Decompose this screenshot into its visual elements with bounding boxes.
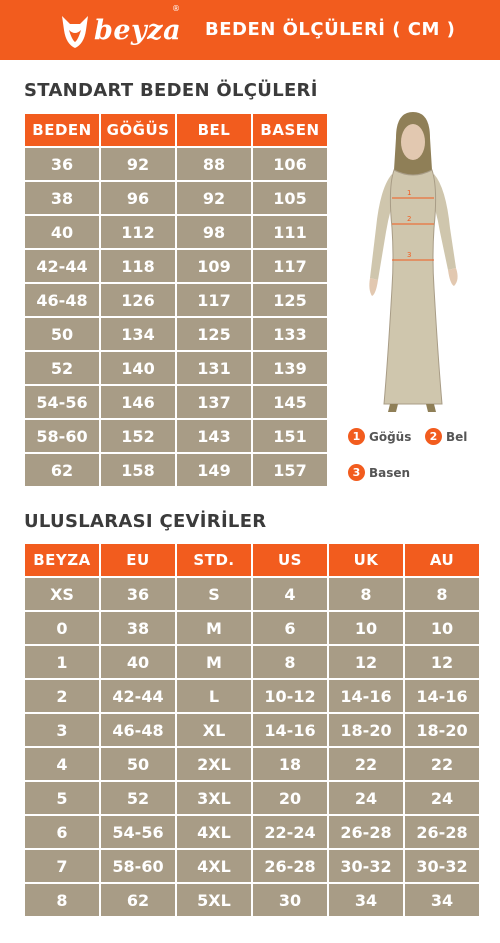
- table-cell: S: [177, 578, 251, 610]
- table-cell: 10: [405, 612, 479, 644]
- table-cell: 131: [177, 352, 251, 384]
- table-cell: 8: [405, 578, 479, 610]
- table-row: [25, 318, 327, 350]
- table-row: [25, 816, 479, 848]
- legend-bust: [348, 428, 411, 445]
- table-cell: 8: [25, 884, 99, 916]
- table-row: [25, 612, 479, 644]
- table-cell: 30-32: [405, 850, 479, 882]
- table-row: [25, 646, 479, 678]
- table-cell: 8: [329, 578, 403, 610]
- table-cell: 117: [177, 284, 251, 316]
- table-header-row: [25, 114, 327, 146]
- table-cell: 38: [101, 612, 175, 644]
- table-cell: 36: [101, 578, 175, 610]
- table-cell: 58-60: [101, 850, 175, 882]
- table-cell: 26-28: [253, 850, 327, 882]
- table-cell: 12: [405, 646, 479, 678]
- table-cell: 20: [253, 782, 327, 814]
- table-cell: 22: [405, 748, 479, 780]
- table-row: [25, 216, 327, 248]
- table-cell: M: [177, 646, 251, 678]
- table-cell: 22-24: [253, 816, 327, 848]
- marker-bust: 1: [407, 189, 412, 197]
- table-cell: 3: [25, 714, 99, 746]
- table-cell: L: [177, 680, 251, 712]
- table-cell: 151: [253, 420, 327, 452]
- table-cell: 145: [253, 386, 327, 418]
- table-cell: 0: [25, 612, 99, 644]
- table-cell: 42-44: [25, 250, 99, 282]
- table-cell: 146: [101, 386, 175, 418]
- table-cell: 30-32: [329, 850, 403, 882]
- international-size-table: [23, 542, 481, 918]
- table-cell: 5: [25, 782, 99, 814]
- international-sizes-title: ULUSLARASI ÇEVİRİLER: [24, 511, 267, 532]
- legend-number: 3: [348, 464, 365, 481]
- table-header-row: [25, 544, 479, 576]
- registered-mark: ®: [172, 4, 180, 13]
- table-cell: 10-12: [253, 680, 327, 712]
- table-cell: 7: [25, 850, 99, 882]
- table-cell: 24: [405, 782, 479, 814]
- table-cell: 140: [101, 352, 175, 384]
- table-cell: 4: [25, 748, 99, 780]
- table-cell: 143: [177, 420, 251, 452]
- table-row: [25, 714, 479, 746]
- column-header: AU: [405, 544, 479, 576]
- brand-name: beyza: [94, 14, 182, 46]
- table-cell: 4: [253, 578, 327, 610]
- table-row: [25, 284, 327, 316]
- table-cell: 6: [253, 612, 327, 644]
- table-cell: 14-16: [253, 714, 327, 746]
- table-cell: 92: [101, 148, 175, 180]
- table-cell: 5XL: [177, 884, 251, 916]
- table-cell: 42-44: [101, 680, 175, 712]
- table-cell: 26-28: [405, 816, 479, 848]
- column-header: BASEN: [253, 114, 327, 146]
- table-cell: 40: [101, 646, 175, 678]
- table-cell: 106: [253, 148, 327, 180]
- column-header: BEYZA: [25, 544, 99, 576]
- table-cell: 157: [253, 454, 327, 486]
- table-row: [25, 386, 327, 418]
- table-row: [25, 352, 327, 384]
- table-cell: XL: [177, 714, 251, 746]
- table-row: [25, 680, 479, 712]
- column-header: UK: [329, 544, 403, 576]
- table-row: [25, 578, 479, 610]
- table-cell: 12: [329, 646, 403, 678]
- header-bar: [0, 0, 500, 60]
- legend-label: Göğüs: [369, 429, 412, 444]
- table-cell: 10: [329, 612, 403, 644]
- standard-size-table: [23, 112, 329, 488]
- column-header: BEL: [177, 114, 251, 146]
- table-cell: 105: [253, 182, 327, 214]
- table-row: [25, 148, 327, 180]
- table-cell: 38: [25, 182, 99, 214]
- table-cell: 58-60: [25, 420, 99, 452]
- marker-hip: 3: [407, 251, 412, 259]
- table-cell: 14-16: [329, 680, 403, 712]
- table-cell: 98: [177, 216, 251, 248]
- table-cell: 96: [101, 182, 175, 214]
- table-cell: 50: [101, 748, 175, 780]
- column-header: EU: [101, 544, 175, 576]
- table-cell: 158: [101, 454, 175, 486]
- legend-number: 1: [348, 428, 365, 445]
- table-cell: 52: [25, 352, 99, 384]
- table-cell: 52: [101, 782, 175, 814]
- table-cell: 6: [25, 816, 99, 848]
- table-cell: 126: [101, 284, 175, 316]
- table-cell: 133: [253, 318, 327, 350]
- table-cell: XS: [25, 578, 99, 610]
- table-cell: 137: [177, 386, 251, 418]
- table-cell: 3XL: [177, 782, 251, 814]
- fox-logo-icon: [58, 10, 92, 50]
- table-cell: 36: [25, 148, 99, 180]
- brand-logo: [58, 8, 188, 52]
- table-cell: 139: [253, 352, 327, 384]
- legend-label: Bel: [446, 429, 468, 444]
- column-header: STD.: [177, 544, 251, 576]
- legend-label: Basen: [369, 465, 411, 480]
- table-cell: 54-56: [101, 816, 175, 848]
- legend-number: 2: [425, 428, 442, 445]
- table-row: [25, 250, 327, 282]
- table-row: [25, 850, 479, 882]
- table-cell: 8: [253, 646, 327, 678]
- table-row: [25, 748, 479, 780]
- table-cell: 54-56: [25, 386, 99, 418]
- table-cell: 88: [177, 148, 251, 180]
- table-cell: 109: [177, 250, 251, 282]
- table-cell: 50: [25, 318, 99, 350]
- table-cell: 4XL: [177, 816, 251, 848]
- table-cell: 22: [329, 748, 403, 780]
- table-cell: 4XL: [177, 850, 251, 882]
- table-cell: M: [177, 612, 251, 644]
- table-cell: 1: [25, 646, 99, 678]
- page-title: BEDEN ÖLÇÜLERİ ( CM ): [205, 19, 456, 40]
- table-cell: 46-48: [101, 714, 175, 746]
- table-cell: 26-28: [329, 816, 403, 848]
- table-cell: 112: [101, 216, 175, 248]
- table-cell: 30: [253, 884, 327, 916]
- table-cell: 62: [101, 884, 175, 916]
- table-cell: 18: [253, 748, 327, 780]
- column-header: BEDEN: [25, 114, 99, 146]
- table-cell: 24: [329, 782, 403, 814]
- table-cell: 2XL: [177, 748, 251, 780]
- column-header: US: [253, 544, 327, 576]
- table-cell: 118: [101, 250, 175, 282]
- table-cell: 117: [253, 250, 327, 282]
- table-row: [25, 420, 327, 452]
- table-cell: 134: [101, 318, 175, 350]
- table-cell: 40: [25, 216, 99, 248]
- table-cell: 18-20: [329, 714, 403, 746]
- table-cell: 149: [177, 454, 251, 486]
- dress-figure: [358, 108, 468, 428]
- table-cell: 14-16: [405, 680, 479, 712]
- column-header: GÖĞÜS: [101, 114, 175, 146]
- table-cell: 62: [25, 454, 99, 486]
- table-cell: 111: [253, 216, 327, 248]
- table-row: [25, 782, 479, 814]
- table-cell: 92: [177, 182, 251, 214]
- legend-hip: [348, 464, 410, 481]
- table-cell: 18-20: [405, 714, 479, 746]
- standard-sizes-title: STANDART BEDEN ÖLÇÜLERİ: [24, 80, 318, 101]
- table-row: [25, 884, 479, 916]
- table-cell: 125: [253, 284, 327, 316]
- marker-waist: 2: [407, 215, 412, 223]
- table-row: [25, 182, 327, 214]
- legend-waist: [425, 428, 467, 445]
- table-cell: 34: [329, 884, 403, 916]
- table-cell: 46-48: [25, 284, 99, 316]
- table-row: [25, 454, 327, 486]
- table-cell: 2: [25, 680, 99, 712]
- table-cell: 125: [177, 318, 251, 350]
- table-cell: 34: [405, 884, 479, 916]
- table-cell: 152: [101, 420, 175, 452]
